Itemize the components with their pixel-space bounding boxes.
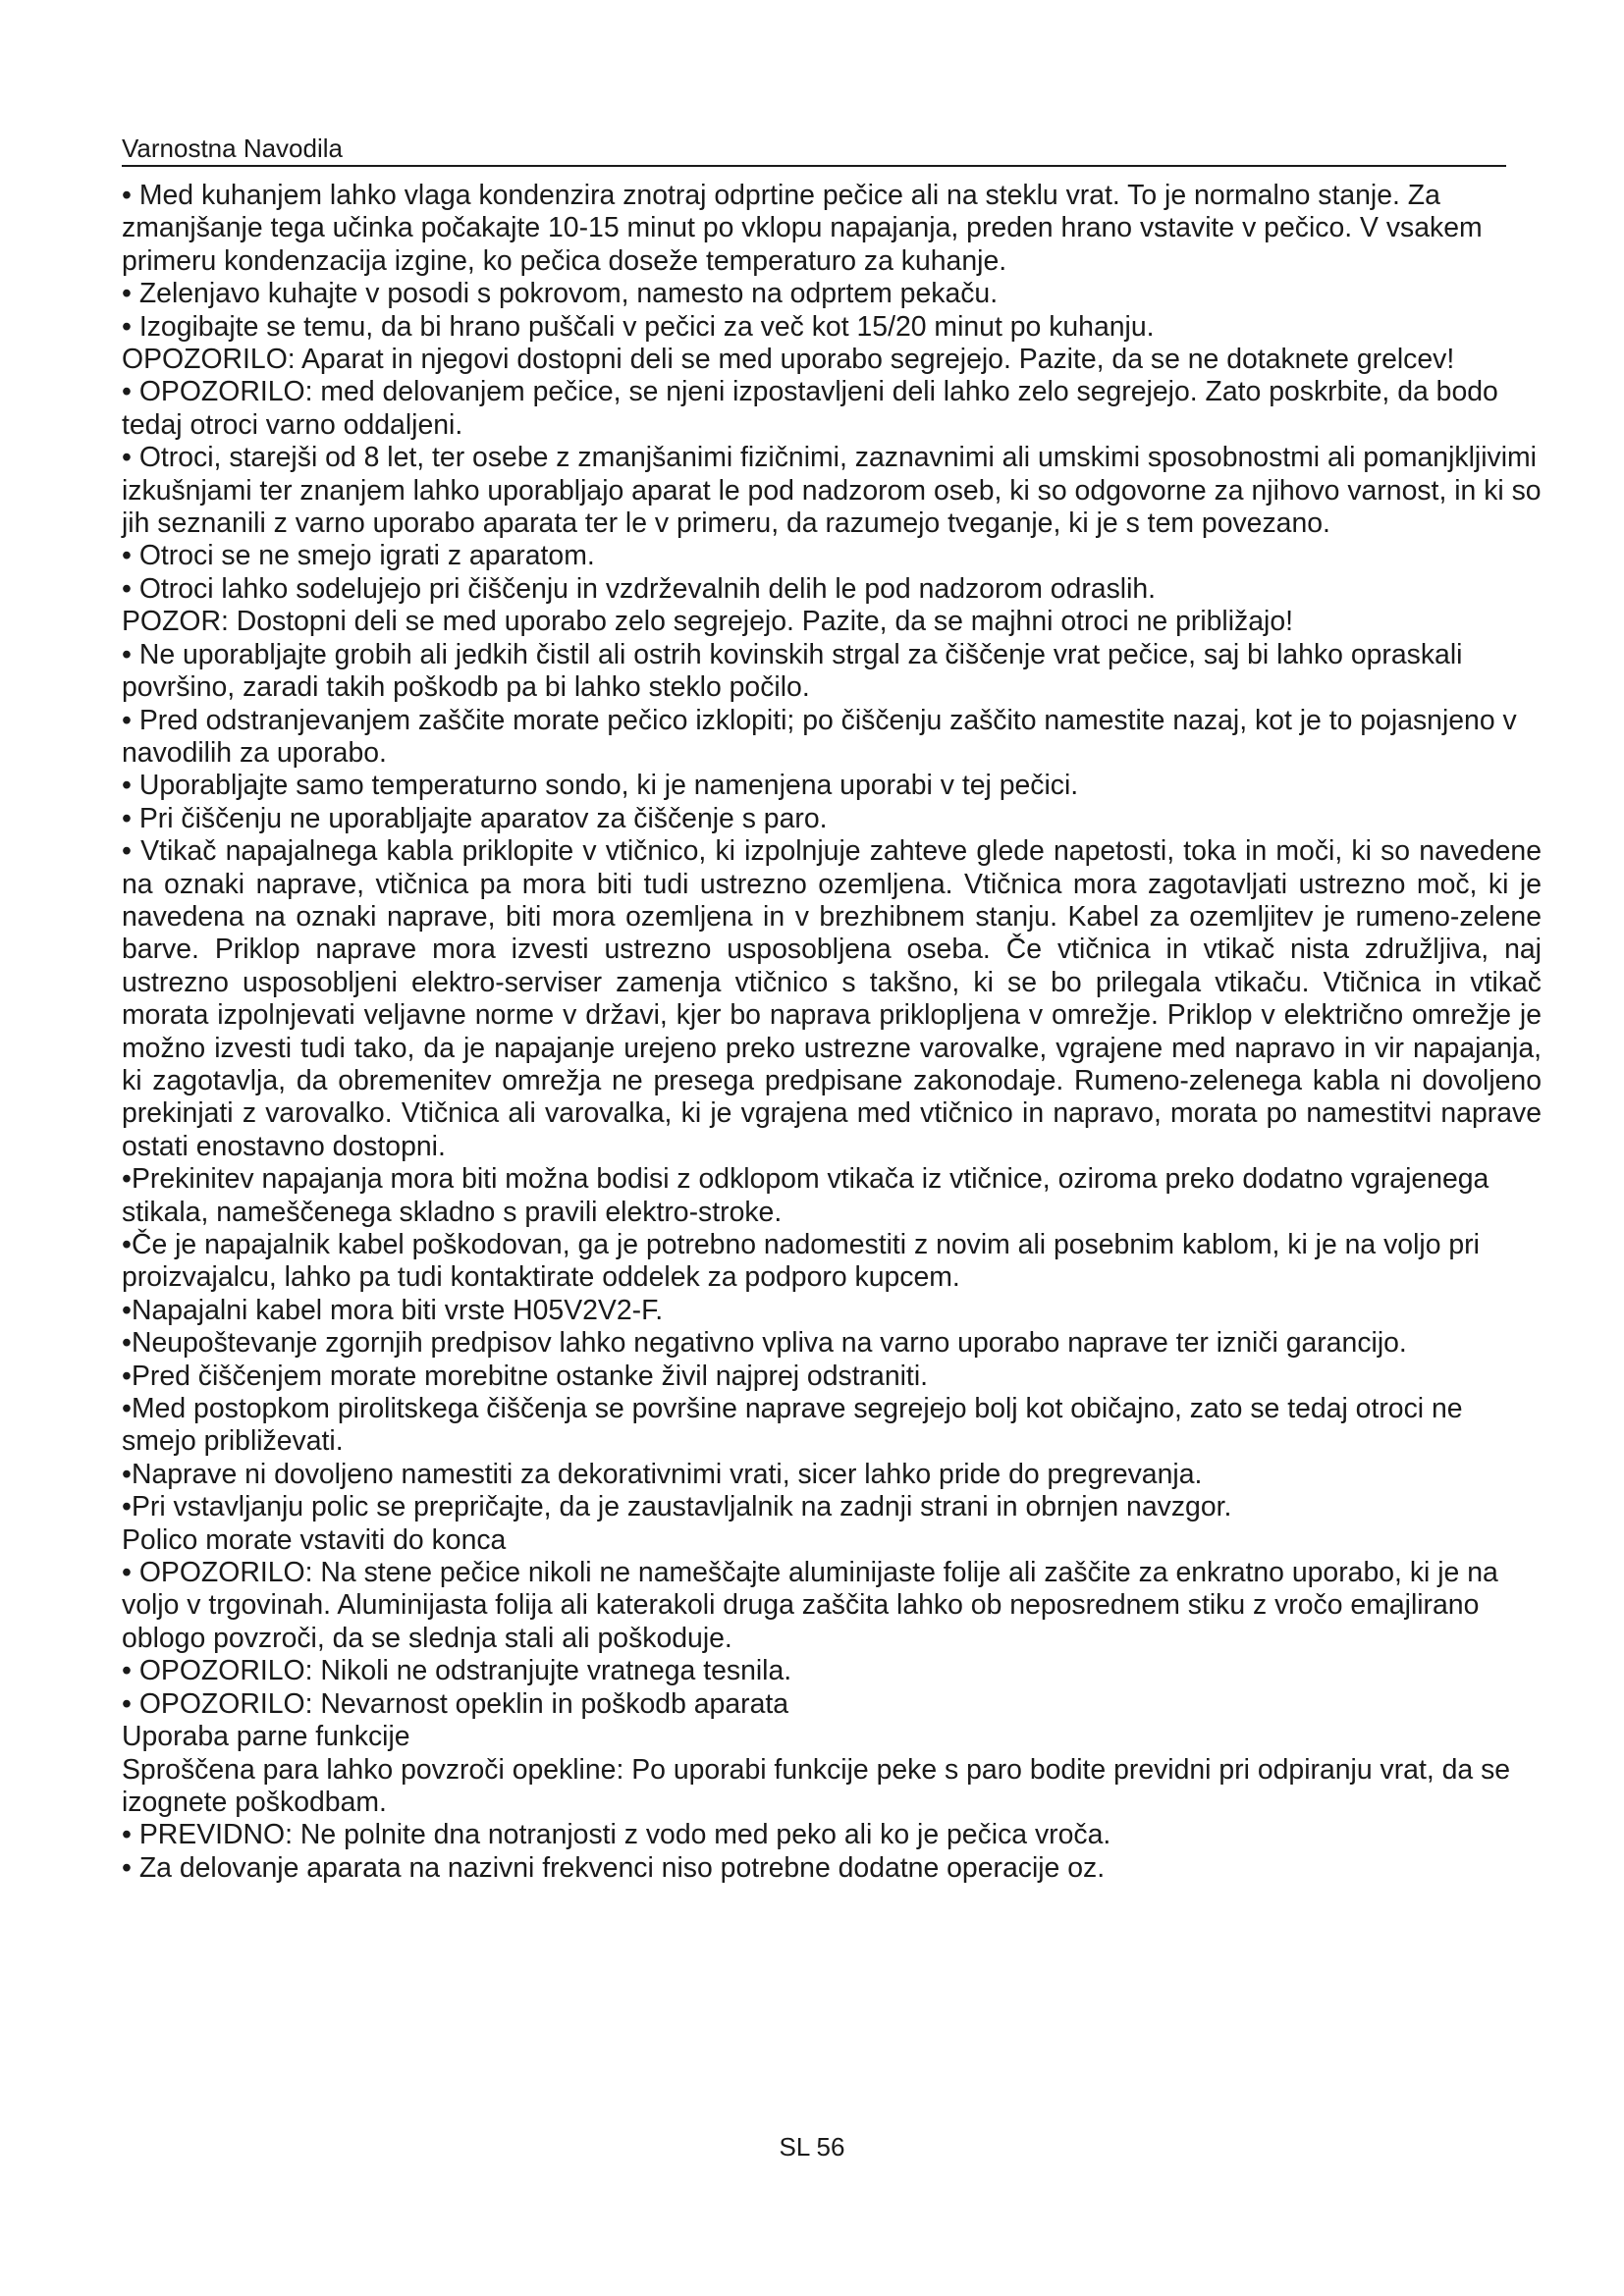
paragraph-cable-type: •Napajalni kabel mora biti vrste H05V2V2-F. <box>122 1294 664 1326</box>
page-footer <box>0 2132 1624 2162</box>
paragraph-children-play: • Otroci se ne smejo igrati z aparatom. <box>122 540 595 572</box>
paragraph-disconnection: •Prekinitev napajanja mora biti možna bodisi z odklopom vtikača iz vtičnice, oziroma preko dodatno vgrajenega stikala, nameščenega skladno s pravili elektro-stroke. <box>122 1163 1489 1228</box>
paragraph-guard-removal: • Pred odstranjevanjem zaščite morate pečico izklopiti; po čiščenju zaščito namestite nazaj, kot je to pojasnjeno v navodilih za uporabo. <box>122 704 1517 769</box>
paragraph-abrasive-cleaners: • Ne uporabljajte grobih ali jedkih čistil ali ostrih kovinskih strgal za čiščenje vrat pečice, saj bi lahko opraskali površino, zaradi takih poškodb pa bi lahko steklo počilo. <box>122 638 1463 704</box>
page-body <box>122 180 1542 1885</box>
paragraph-warranty: •Neupoštevanje zgornjih predpisov lahko negativno vpliva na varno uporabo naprave ter izniči garancijo. <box>122 1327 1407 1360</box>
paragraph-vegetables: • Zelenjavo kuhajte v posodi s pokrovom, namesto na odprtem pekaču. <box>122 278 999 310</box>
paragraph-food-residue: •Pred čiščenjem morate morebitne ostanke živil najprej odstraniti. <box>122 1360 929 1392</box>
paragraph-steam-burns: Sproščena para lahko povzroči opekline: Po uporabi funkcije peke s paro bodite previdni pri odpiranju vrat, da se izognete poškodbam. <box>122 1753 1511 1818</box>
paragraph-temperature-probe: • Uporabljajte samo temperaturno sondo, ki je namenjena uporabi v tej pečici. <box>122 770 1079 802</box>
paragraph-children-cleaning: • Otroci lahko sodelujejo pri čiščenju in vzdrževalnih delih le pod nadzorom odraslih. <box>122 572 1157 605</box>
paragraph-shelf-stopper: •Pri vstavljanju polic se prepričajte, da je zaustavljalnik na zadnji strani in obrnjen navzgor. <box>122 1491 1232 1523</box>
paragraph-warning-door-seal: • OPOZORILO: Nikoli ne odstranjujte vratnega tesnila. <box>122 1655 792 1687</box>
paragraph-caution-water: • PREVIDNO: Ne polnite dna notranjosti z vodo med peko ali ko je pečica vroča. <box>122 1819 1111 1851</box>
paragraph-condensation: • Med kuhanjem lahko vlaga kondenzira znotraj odprtine pečice ali na steklu vrat. To je normalno stanje. Za zmanjšanje tega učinka počakajte 10-15 minut po vklopu napajanja, preden hrano vstavite v pečico. V vsakem primeru kondenzacija izgine, ko pečica doseže temperaturo za kuhanje. <box>122 180 1483 277</box>
paragraph-leftover-food: • Izogibajte se temu, da bi hrano puščali v pečici za več kot 15/20 minut po kuhanju. <box>122 310 1155 343</box>
paragraph-caution-accessible-parts: POZOR: Dostopni deli se med uporabo zelo segrejejo. Pazite, da se majhni otroci ne približajo! <box>122 606 1294 638</box>
paragraph-warning-hot-parts: • OPOZORILO: med delovanjem pečice, se njeni izpostavljeni deli lahko zelo segrejejo. Zato poskrbite, da bodo tedaj otroci varno oddaljeni. <box>122 376 1498 441</box>
paragraph-rated-frequency: • Za delovanje aparata na nazivni frekvenci niso potrebne dodatne operacije oz. <box>122 1851 1106 1884</box>
paragraph-decorative-door: •Naprave ni dovoljeno namestiti za dekorativnimi vrati, sicer lahko pride do pregrevanja. <box>122 1458 1203 1490</box>
paragraph-children-supervision: • Otroci, starejši od 8 let, ter osebe z zmanjšanimi fizičnimi, zaznavnimi ali umskimi sposobnostmi ali pomanjkljivimi izkušnjami ter znanjem lahko uporabljajo aparat le pod nadzorom oseb, ki so odgovorne za njihovo varnost, in ki so jih seznanili z varno uporabo aparata ter le v primeru, da razumejo tveganje, ki je s tem povezano. <box>122 442 1542 540</box>
paragraph-warning-heaters: OPOZORILO: Aparat in njegovi dostopni deli se med uporabo segrejejo. Pazite, da se ne dotaknete grelcev! <box>122 344 1455 376</box>
section-heading-steam: Uporaba parne funkcije <box>122 1721 410 1753</box>
paragraph-damaged-cable: •Če je napajalnik kabel poškodovan, ga je potrebno nadomestiti z novim ali posebnim kablom, ki je na voljo pri proizvajalcu, lahko pa tudi kontaktirate oddelek za podporo kupcem. <box>122 1229 1480 1294</box>
paragraph-warning-burns: • OPOZORILO: Nevarnost opeklin in poškodb aparata <box>122 1687 789 1720</box>
running-header <box>122 133 1506 167</box>
paragraph-electrical-connection: • Vtikač napajalnega kabla priklopite v vtičnico, ki izpolnjuje zahteve glede napetosti, toka in moči, ki so navedene na oznaki naprave, vtičnica pa mora biti tudi ustrezno ozemljena. Vtičnica mora zagotavljati ustrezno moč, ki je navedena na oznaki naprave, biti mora ozemljena in v brezhibnem stanju. Kabel za ozemljitev je rumeno-zelene barve. Priklop naprave mora izvesti ustrezno usposobljena oseba. Če vtičnica in vtikač nista združljiva, naj ustrezno usposobljeni elektro-serviser zamenja vtičnico s takšno, ki se bo prilegala vtikaču. Vtičnica in vtikač morata izpolnjevati veljavne norme v državi, kjer bo naprava priklopljena v omrežje. Priklop v električno omrežje je možno izvesti tudi tako, da je napajanje urejeno preko ustrezne varovalke, vgrajene med napravo in vir napajanja, ki zagotavlja, da obremenitev omrežja ne presega predpisane zakonodaje. Rumeno-zelenega kabla ni dovoljeno prekinjati z varovalko. Vtičnica ali varovalka, ki je vgrajena med vtičnico in napravo, morata po namestitvi naprave ostati enostavno dostopni. <box>122 835 1542 1162</box>
page-number: SL 56 <box>779 2132 845 2162</box>
paragraph-pyrolytic-cleaning: •Med postopkom pirolitskega čiščenja se površine naprave segrejejo bolj kot običajno, zato se tedaj otroci ne smejo približevati. <box>122 1393 1463 1458</box>
paragraph-shelf-insert: Polico morate vstaviti do konca <box>122 1523 507 1556</box>
header-title: Varnostna Navodila <box>122 133 343 163</box>
paragraph-steam-cleaners: • Pri čiščenju ne uporabljajte aparatov za čiščenje s paro. <box>122 802 828 834</box>
paragraph-warning-aluminium-foil: • OPOZORILO: Na stene pečice nikoli ne nameščajte aluminijaste folije ali zaščite za enkratno uporabo, ki je na voljo v trgovinah. Aluminijasta folija ali katerakoli druga zaščita lahko ob neposrednem stiku z vročo emajlirano oblogo povzroči, da se slednja stali ali poškoduje. <box>122 1557 1498 1654</box>
